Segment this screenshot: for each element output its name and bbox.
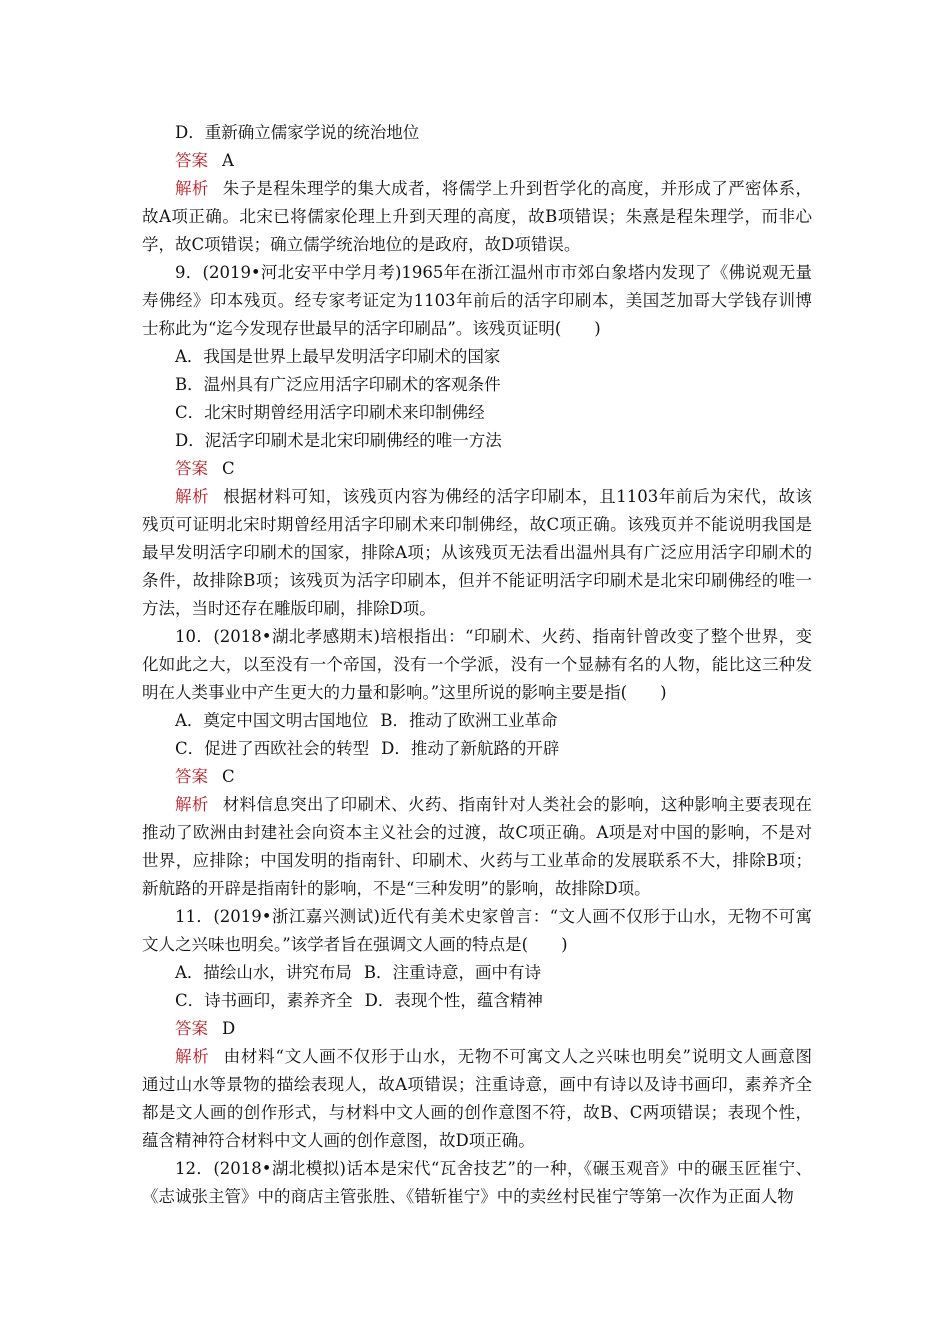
line-text: 《志诚张主管》中的商店主管张胜、《错斩崔宁》中的卖丝村民崔宁等第一次作为正面人物 (142, 1187, 794, 1206)
option-line (142, 959, 812, 987)
analysis-block (142, 483, 812, 623)
line-text: D (222, 1019, 236, 1038)
text-line (142, 203, 812, 231)
text-line (142, 679, 812, 707)
answer-block (142, 763, 812, 791)
text-line (142, 231, 812, 259)
answer-block (142, 455, 812, 483)
answer-label: 答案 (175, 459, 208, 478)
text-block (142, 371, 812, 399)
text-block (142, 1155, 812, 1211)
line-text: 由材料“文人画不仅形于山水，无物不可寓文人之兴味也明矣”说明文人画意图 (223, 1047, 812, 1066)
line-text: 都是文人画的创作形式，与材料中文人画的创作意图不符，故B、C两项错误；表现个性， (142, 1103, 812, 1122)
text-line (142, 483, 812, 511)
text-line (142, 1127, 812, 1155)
line-text: 士称此为“迄今发现存世最早的活字印刷品”。该残页证明( ) (142, 319, 601, 338)
text-line (142, 931, 812, 959)
document-body (142, 119, 812, 1211)
text-line (142, 1155, 812, 1183)
option-row (142, 987, 812, 1015)
option-text: A．奠定中国文明古国地位 (175, 711, 369, 730)
answer-label: 答案 (175, 767, 208, 786)
option-row (142, 707, 812, 735)
line-text: 朱子是程朱理学的集大成者，将儒学上升到哲学化的高度，并形成了严密体系， (222, 179, 813, 198)
text-line (142, 147, 812, 175)
line-text: C (222, 767, 235, 786)
option-text: D．表现个性，蕴含精神 (364, 991, 543, 1010)
option-text: C．诗书画印，素养齐全 (175, 991, 353, 1010)
line-text: 材料信息突出了印刷术、火药、指南针对人类社会的影响，这种影响主要表现在 (222, 795, 813, 814)
text-line (142, 651, 812, 679)
text-line (142, 623, 812, 651)
text-line (142, 119, 812, 147)
line-text: C．北宋时期曾经用活字印刷术来印制佛经 (175, 403, 485, 422)
text-line (142, 343, 812, 371)
text-line (142, 791, 812, 819)
text-line (142, 1183, 812, 1211)
line-text: 寿佛经》印本残页。经专家考证定为1103年前后的活字印刷本，美国芝加哥大学钱存训博 (142, 291, 812, 310)
text-line (142, 287, 812, 315)
option-line (142, 735, 812, 763)
option-line (142, 707, 812, 735)
line-text: 方法，当时还存在雕版印刷，排除D项。 (142, 599, 436, 618)
text-line (142, 455, 812, 483)
option-text: C．促进了西欧社会的转型 (175, 739, 370, 758)
option-row (142, 959, 812, 987)
text-block (142, 343, 812, 371)
line-text: D．重新确立儒家学说的统治地位 (175, 123, 420, 142)
text-line (142, 847, 812, 875)
text-line (142, 1015, 812, 1043)
option-line (142, 987, 812, 1015)
analysis-block (142, 1043, 812, 1155)
text-line (142, 315, 812, 343)
text-line (142, 1043, 812, 1071)
line-text: 通过山水等景物的描绘表现人，故A项错误；注重诗意，画中有诗以及诗书画印，素养齐全 (142, 1075, 812, 1094)
analysis-label: 解析 (175, 1047, 210, 1066)
line-text: 推动了欧洲由封建社会向资本主义社会的过渡，故C项正确。A项是对中国的影响，不是对 (142, 823, 812, 842)
analysis-label: 解析 (175, 487, 210, 506)
answer-label: 答案 (175, 1019, 208, 1038)
text-line (142, 511, 812, 539)
text-line (142, 763, 812, 791)
option-text: B．注重诗意，画中有诗 (363, 963, 542, 982)
option-text: B．推动了欧洲工业革命 (380, 711, 558, 730)
text-line (142, 903, 812, 931)
line-text: C (222, 459, 235, 478)
text-block (142, 119, 812, 147)
line-text: 最早发明活字印刷术的国家，排除A项；从该残页无法看出温州具有广泛应用活字印刷术的 (142, 543, 812, 562)
text-block (142, 399, 812, 427)
analysis-label: 解析 (175, 795, 209, 814)
line-text: A (222, 151, 234, 170)
answer-block (142, 147, 812, 175)
line-text: 明在人类事业中产生更大的力量和影响。”这里所说的影响主要是指( ) (142, 683, 667, 702)
text-block (142, 903, 812, 959)
option-text: A．描绘山水，讲究布局 (175, 963, 352, 982)
analysis-block (142, 791, 812, 903)
line-text: 文人之兴味也明矣。”该学者旨在强调文人画的特点是( ) (142, 935, 568, 954)
text-block (142, 427, 812, 455)
text-line (142, 595, 812, 623)
line-text: 条件，故排除B项；该残页为活字印刷本，但并不能证明活字印刷术是北宋印刷佛经的唯一 (142, 571, 812, 590)
answer-block (142, 1015, 812, 1043)
line-text: D．泥活字印刷术是北宋印刷佛经的唯一方法 (175, 431, 502, 450)
option-row (142, 735, 812, 763)
text-line (142, 1071, 812, 1099)
line-text: 新航路的开辟是指南针的影响，不是“三种发明”的影响，故排除D项。 (142, 879, 651, 898)
text-line (142, 819, 812, 847)
text-block (142, 259, 812, 343)
analysis-label: 解析 (175, 179, 209, 198)
text-line (142, 427, 812, 455)
line-text: 世界，应排除；中国发明的指南针、印刷术、火药与工业革命的发展联系不大，排除B项； (142, 851, 812, 870)
text-line (142, 875, 812, 903)
line-text: 11．(2019•浙江嘉兴测试)近代有美术史家曾言：“文人画不仅形于山水，无物不可寓 (175, 907, 812, 926)
text-line (142, 175, 812, 203)
line-text: 化如此之大，以至没有一个帝国，没有一个学派，没有一个显赫有名的人物，能比这三种发 (142, 655, 812, 674)
line-text: 9．(2019•河北安平中学月考)1965年在浙江温州市市郊白象塔内发现了《佛说观无量 (175, 263, 812, 282)
line-text: 学，故C项错误；确立儒学统治地位的是政府，故D项错误。 (142, 235, 581, 254)
line-text: 根据材料可知，该残页内容为佛经的活字印刷本，且1103年前后为宋代，故该 (223, 487, 813, 506)
line-text: B．温州具有广泛应用活字印刷术的客观条件 (175, 375, 501, 394)
answer-label: 答案 (175, 151, 208, 170)
text-line (142, 1099, 812, 1127)
line-text: 残页可证明北宋时期曾经用活字印刷术来印制佛经，故C项正确。该残页并不能说明我国是 (142, 515, 812, 534)
line-text: A．我国是世界上最早发明活字印刷术的国家 (175, 347, 501, 366)
line-text: 12．(2018•湖北模拟)话本是宋代“瓦舍技艺”的一种，《碾玉观音》中的碾玉匠崔宁、 (175, 1159, 812, 1178)
text-line (142, 399, 812, 427)
text-block (142, 623, 812, 707)
line-text: 蕴含精神符合材料中文人画的创作意图，故D项正确。 (142, 1131, 535, 1150)
analysis-block (142, 175, 812, 259)
text-line (142, 539, 812, 567)
text-line (142, 259, 812, 287)
text-line (142, 371, 812, 399)
line-text: 10．(2018•湖北孝感期末)培根指出：“印刷术、火药、指南针曾改变了整个世界，变 (175, 627, 812, 646)
option-text: D．推动了新航路的开辟 (381, 739, 560, 758)
text-line (142, 567, 812, 595)
line-text: 故A项正确。北宋已将儒家伦理上升到天理的高度，故B项错误；朱熹是程朱理学，而非心 (142, 207, 812, 226)
